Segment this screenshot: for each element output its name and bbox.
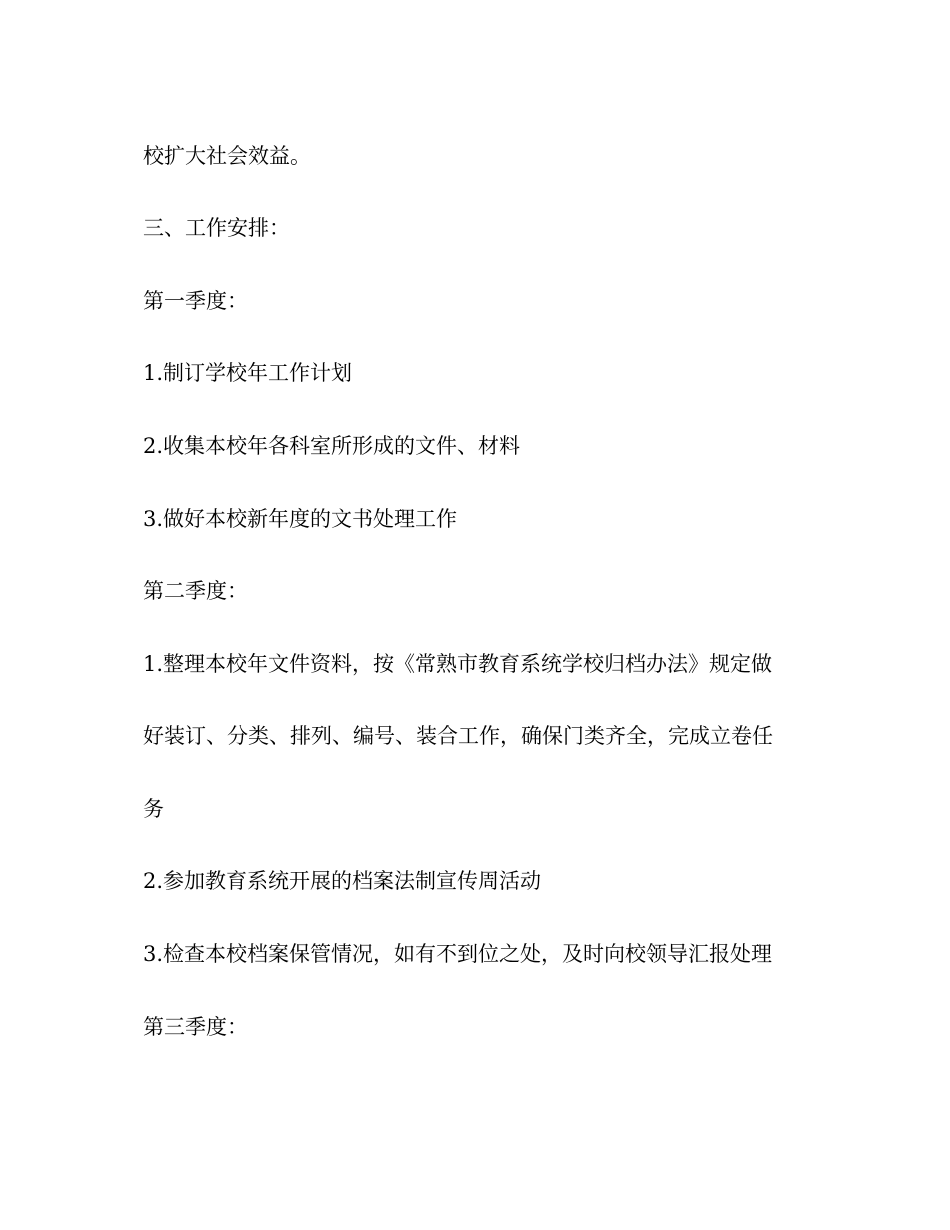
list-item: 1.整理本校年文件资料，按《常熟市教育系统学校归档办法》规定做 (143, 652, 773, 676)
list-item-continuation: 好装订、分类、排列、编号、装合工作，确保门类齐全，完成立卷任 (143, 724, 773, 748)
quarter-heading: 第二季度： (143, 579, 248, 603)
list-item-continuation: 务 (143, 797, 164, 821)
section-heading: 三、工作安排： (143, 216, 290, 240)
list-item: 1.制订学校年工作计划 (143, 361, 353, 385)
quarter-heading: 第三季度： (143, 1015, 248, 1039)
quarter-heading: 第一季度： (143, 289, 248, 313)
list-item: 2.参加教育系统开展的档案法制宣传周活动 (143, 869, 542, 893)
list-item: 3.做好本校新年度的文书处理工作 (143, 507, 458, 531)
paragraph-line: 校扩大社会效益。 (143, 144, 311, 168)
list-item: 2.收集本校年各科室所形成的文件、材料 (143, 434, 521, 458)
list-item: 3.检查本校档案保管情况，如有不到位之处，及时向校领导汇报处理 (143, 942, 773, 966)
